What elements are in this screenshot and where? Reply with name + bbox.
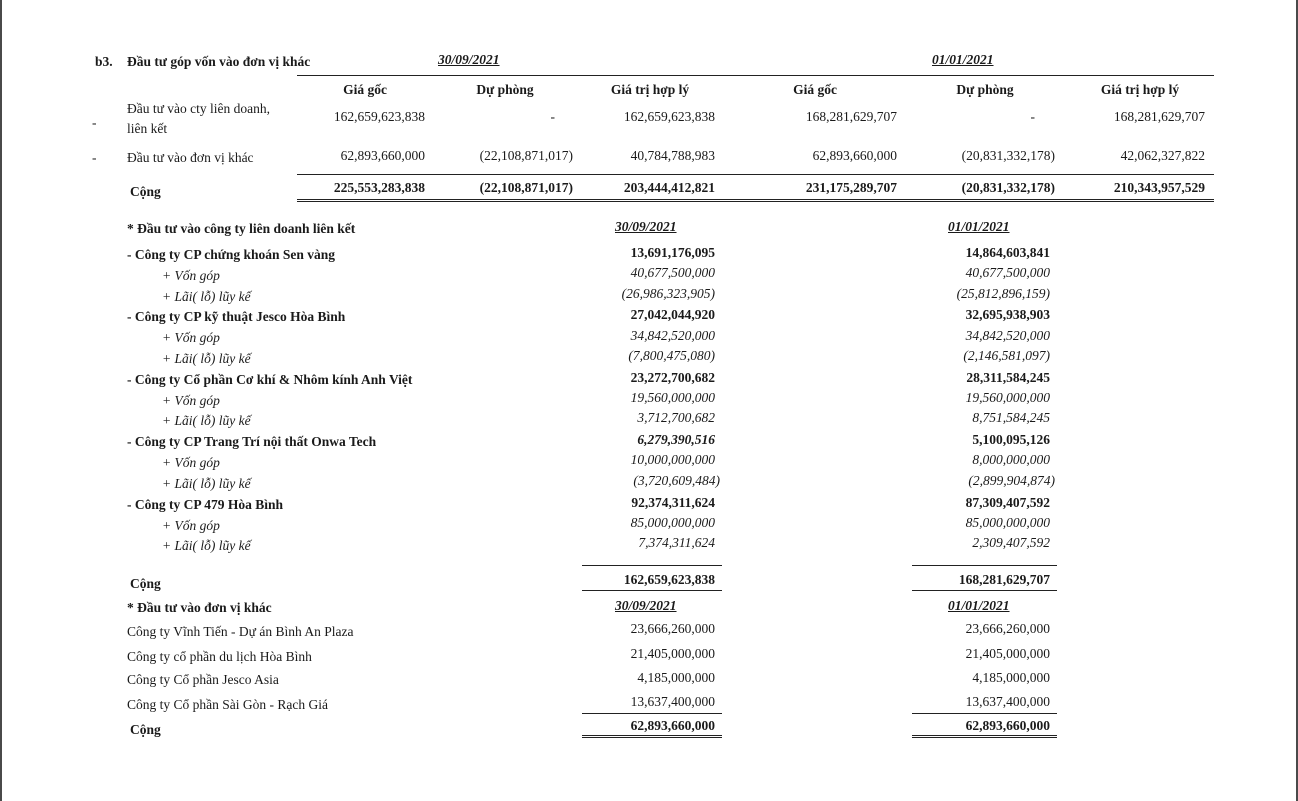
jv-pl-2: 8,751,584,245 <box>972 410 1050 425</box>
jv-capital-2: 19,560,000,000 <box>965 390 1050 405</box>
jv-capital-label: + Vốn góp <box>162 268 220 283</box>
cell-cost-1: 162,659,623,838 <box>333 109 425 124</box>
cell-provision-1: (22,108,871,017) <box>479 148 573 163</box>
jv-capital-label: + Vốn góp <box>162 330 220 345</box>
jv-total-1: 162,659,623,838 <box>623 572 715 587</box>
total-fairvalue-1: 203,444,412,821 <box>623 180 715 195</box>
header-rule <box>297 75 1214 76</box>
jv-total-2: 168,281,629,707 <box>958 572 1050 587</box>
jv-pl-1: 3,712,700,682 <box>637 410 715 425</box>
jv-capital-2: 85,000,000,000 <box>965 515 1050 530</box>
jv-pl-label: + Lãi( lỗ) lũy kế <box>162 289 251 304</box>
other-value-2: 23,666,260,000 <box>965 621 1050 636</box>
jv-company-name: - Công ty CP Trang Trí nội thất Onwa Tech <box>127 434 377 449</box>
jv-capital-label: + Vốn góp <box>162 455 220 470</box>
jv-capital-label: + Vốn góp <box>162 518 220 533</box>
jv-company-total-1: 6,279,390,516 <box>637 432 715 447</box>
jv-period-2: 01/01/2021 <box>948 219 1010 234</box>
cell-cost-2: 62,893,660,000 <box>812 148 897 163</box>
jv-pl-2: (25,812,896,159) <box>956 286 1050 301</box>
total-double-rule <box>297 199 1214 202</box>
other-company-name: Công ty cổ phần du lịch Hòa Bình <box>127 649 312 664</box>
subtotal-rule <box>297 174 1214 175</box>
cell-fairvalue-2: 42,062,327,822 <box>1120 148 1205 163</box>
cell-provision-2: (20,831,332,178) <box>961 148 1055 163</box>
jv-pl-label: + Lãi( lỗ) lũy kế <box>162 413 251 428</box>
jv-company-total-2: 87,309,407,592 <box>965 495 1050 510</box>
jv-pl-label: + Lãi( lỗ) lũy kế <box>162 476 251 491</box>
jv-capital-label: + Vốn góp <box>162 393 220 408</box>
cell-cost-1: 62,893,660,000 <box>340 148 425 163</box>
jv-company-total-1: 23,272,700,682 <box>630 370 715 385</box>
scan-left-edge <box>0 0 2 801</box>
cell-provision-2: - <box>1030 109 1035 124</box>
jv-pl-label: + Lãi( lỗ) lũy kế <box>162 538 251 553</box>
row-label: Đầu tư vào cty liên doanh, <box>127 101 271 116</box>
jv-capital-1: 10,000,000,000 <box>630 452 715 467</box>
other-section-title: * Đầu tư vào đơn vị khác <box>127 600 272 615</box>
jv-total-underline-1 <box>582 590 722 591</box>
other-total-1: 62,893,660,000 <box>630 718 715 733</box>
jv-company-name: - Công ty CP chứng khoán Sen vàng <box>127 247 336 262</box>
jv-company-total-2: 28,311,584,245 <box>966 370 1050 385</box>
row-label: Đầu tư vào đơn vị khác <box>127 150 254 165</box>
row-bullet: - <box>92 115 97 130</box>
other-period-2: 01/01/2021 <box>948 598 1010 613</box>
other-total-rule-2 <box>912 713 1057 714</box>
jv-company-total-1: 13,691,176,095 <box>630 245 715 260</box>
col-header-provision-1: Dự phòng <box>476 82 534 97</box>
jv-pl-1: 7,374,311,624 <box>638 535 715 550</box>
jv-section-title: * Đầu tư vào công ty liên doanh liên kết <box>127 221 356 236</box>
other-period-1: 30/09/2021 <box>615 598 677 613</box>
jv-capital-1: 85,000,000,000 <box>630 515 715 530</box>
col-header-provision-2: Dự phòng <box>956 82 1014 97</box>
other-total-label: Cộng <box>130 722 161 737</box>
jv-pl-1: (26,986,323,905) <box>621 286 715 301</box>
jv-capital-2: 34,842,520,000 <box>965 328 1050 343</box>
row-bullet: - <box>92 150 97 165</box>
jv-total-label: Cộng <box>130 576 161 591</box>
other-company-name: Công ty Cổ phần Jesco Asia <box>127 672 279 687</box>
jv-pl-1: (3,720,609,484) <box>633 473 720 488</box>
jv-pl-label: + Lãi( lỗ) lũy kế <box>162 351 251 366</box>
jv-capital-2: 8,000,000,000 <box>972 452 1050 467</box>
other-company-name: Công ty Vĩnh Tiến - Dự án Bình An Plaza <box>127 624 354 639</box>
jv-company-name: - Công ty CP 479 Hòa Bình <box>127 497 284 512</box>
total-fairvalue-2: 210,343,957,529 <box>1113 180 1205 195</box>
cell-cost-2: 168,281,629,707 <box>805 109 897 124</box>
other-value-2: 21,405,000,000 <box>965 646 1050 661</box>
total-provision-2: (20,831,332,178) <box>961 180 1055 195</box>
jv-pl-2: 2,309,407,592 <box>972 535 1050 550</box>
col-header-cost-2: Giá gốc <box>793 82 837 97</box>
jv-company-name: - Công ty CP kỹ thuật Jesco Hòa Bình <box>127 309 346 324</box>
other-total-rule-1 <box>582 713 722 714</box>
jv-capital-1: 40,677,500,000 <box>630 265 715 280</box>
other-company-name: Công ty Cổ phần Sài Gòn - Rạch Giá <box>127 697 328 712</box>
period-2-header: 01/01/2021 <box>932 52 994 67</box>
cell-fairvalue-1: 162,659,623,838 <box>623 109 715 124</box>
jv-total-rule-1 <box>582 565 722 566</box>
jv-pl-2: (2,146,581,097) <box>963 348 1050 363</box>
other-value-1: 23,666,260,000 <box>630 621 715 636</box>
col-header-cost-1: Giá gốc <box>343 82 387 97</box>
cell-fairvalue-1: 40,784,788,983 <box>630 148 715 163</box>
jv-pl-2: (2,899,904,874) <box>968 473 1055 488</box>
section-code: b3. <box>95 54 113 69</box>
jv-capital-1: 34,842,520,000 <box>630 328 715 343</box>
cell-provision-1: - <box>550 109 555 124</box>
jv-pl-1: (7,800,475,080) <box>628 348 715 363</box>
other-value-2: 13,637,400,000 <box>965 694 1050 709</box>
jv-company-total-1: 27,042,044,920 <box>630 307 715 322</box>
jv-company-name: - Công ty Cổ phần Cơ khí & Nhôm kính Anh Việt <box>127 372 413 387</box>
jv-capital-2: 40,677,500,000 <box>965 265 1050 280</box>
jv-period-1: 30/09/2021 <box>615 219 677 234</box>
section-title: Đầu tư góp vốn vào đơn vị khác <box>127 54 311 69</box>
period-1-header: 30/09/2021 <box>438 52 500 67</box>
other-value-1: 4,185,000,000 <box>637 670 715 685</box>
other-total-double-rule-1 <box>582 735 722 738</box>
col-header-fairvalue-1: Giá trị hợp lý <box>610 82 690 97</box>
jv-company-total-1: 92,374,311,624 <box>631 495 715 510</box>
jv-company-total-2: 5,100,095,126 <box>972 432 1050 447</box>
other-total-double-rule-2 <box>912 735 1057 738</box>
jv-total-underline-2 <box>912 590 1057 591</box>
other-value-1: 21,405,000,000 <box>630 646 715 661</box>
other-value-1: 13,637,400,000 <box>630 694 715 709</box>
total-cost-2: 231,175,289,707 <box>805 180 897 195</box>
total-cost-1: 225,553,283,838 <box>333 180 425 195</box>
cell-fairvalue-2: 168,281,629,707 <box>1113 109 1205 124</box>
other-value-2: 4,185,000,000 <box>972 670 1050 685</box>
total-provision-1: (22,108,871,017) <box>479 180 573 195</box>
other-total-2: 62,893,660,000 <box>965 718 1050 733</box>
jv-company-total-2: 32,695,938,903 <box>965 307 1050 322</box>
col-header-fairvalue-2: Giá trị hợp lý <box>1100 82 1180 97</box>
total-label: Cộng <box>130 184 161 199</box>
jv-total-rule-2 <box>912 565 1057 566</box>
jv-capital-1: 19,560,000,000 <box>630 390 715 405</box>
row-label-cont: liên kết <box>127 121 168 136</box>
jv-company-total-2: 14,864,603,841 <box>965 245 1050 260</box>
